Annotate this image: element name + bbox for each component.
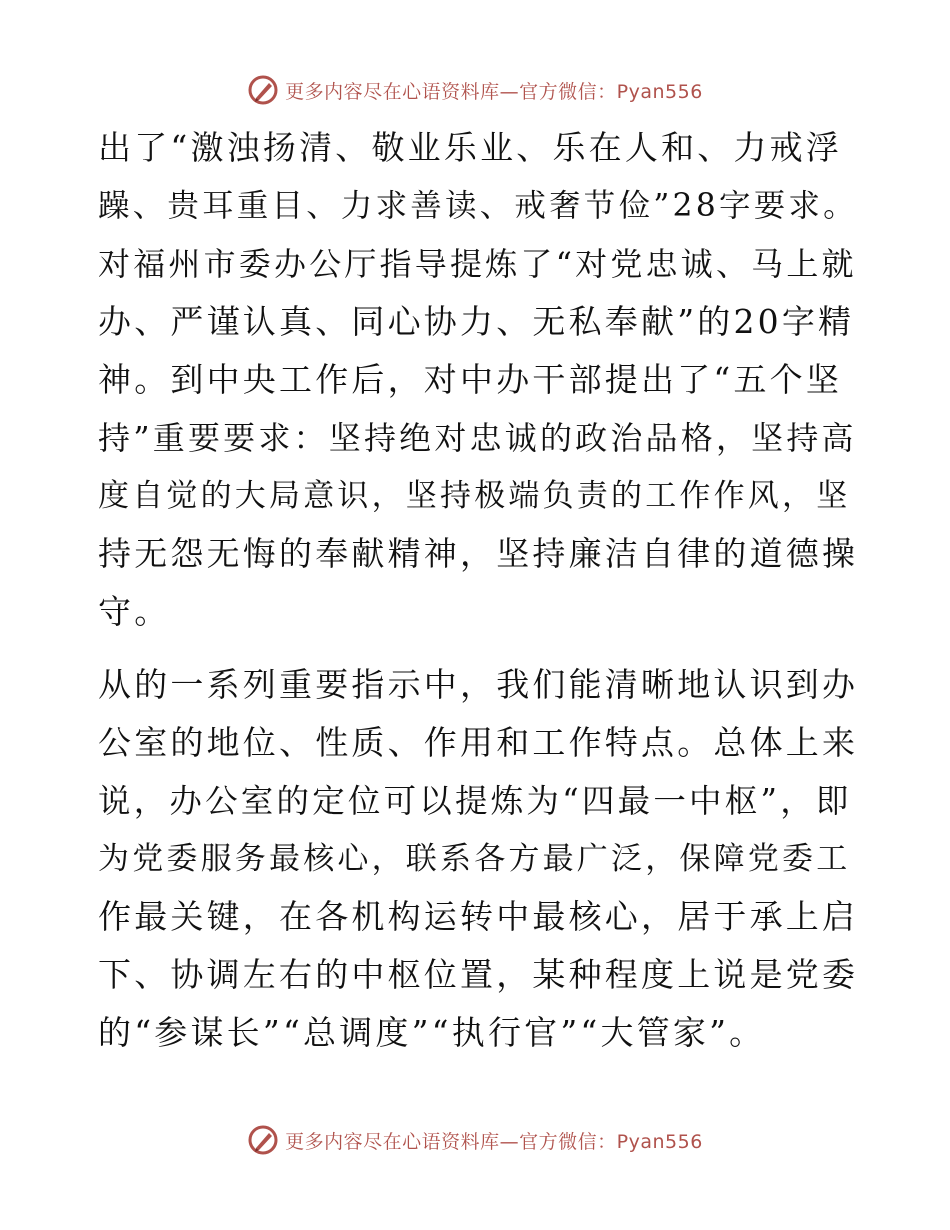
text-line: 持无怨无悔的奉献精神，坚持廉洁自律的道德操: [98, 534, 859, 573]
text-line: 为党委服务最核心，联系各方最广泛，保障党委工: [98, 841, 851, 877]
text-line: 办、严谨认真、同心协力、无私奉献”的20字精: [98, 302, 855, 341]
footer-banner: [0, 1120, 950, 1160]
text-line: 持”重要要求：坚持绝对忠诚的政治品格，坚持高: [98, 419, 857, 457]
text-line: 的“参谋长”“总调度”“执行官”“大管家”。: [98, 1013, 766, 1052]
text-line: 度自觉的大局意识，坚持极端负责的工作作风，坚: [98, 478, 851, 514]
text-line: 对福州市委办公厅指导提炼了“对党忠诚、马上就: [98, 245, 857, 283]
text-line: 作最关键，在各机构运转中最核心，居于承上启: [98, 897, 859, 936]
pen-logo-icon: [247, 1124, 279, 1156]
header-banner-text: 更多内容尽在心语资料库—官方微信：Pyan556: [285, 80, 703, 103]
text-line: 从的一系列重要指示中，我们能清晰地认识到办: [98, 665, 859, 704]
text-line: 神。到中央工作后，对中办干部提出了“五个坚: [98, 360, 843, 399]
text-line: 守。: [98, 592, 171, 631]
text-line: 躁、贵耳重目、力求善读、戒奢节俭”28字要求。: [98, 188, 858, 224]
text-line: 说，办公室的定位可以提炼为“四最一中枢”，即: [98, 782, 852, 820]
text-line: 下、协调左右的中枢位置，某种程度上说是党委: [98, 955, 859, 994]
text-line: 出了“激浊扬清、敬业乐业、乐在人和、力戒浮: [98, 128, 843, 167]
pen-logo-icon: [247, 74, 279, 106]
header-banner: [0, 70, 950, 110]
text-line: 公室的地位、性质、作用和工作特点。总体上来: [98, 723, 859, 762]
footer-banner-text: 更多内容尽在心语资料库—官方微信：Pyan556: [285, 1130, 703, 1153]
